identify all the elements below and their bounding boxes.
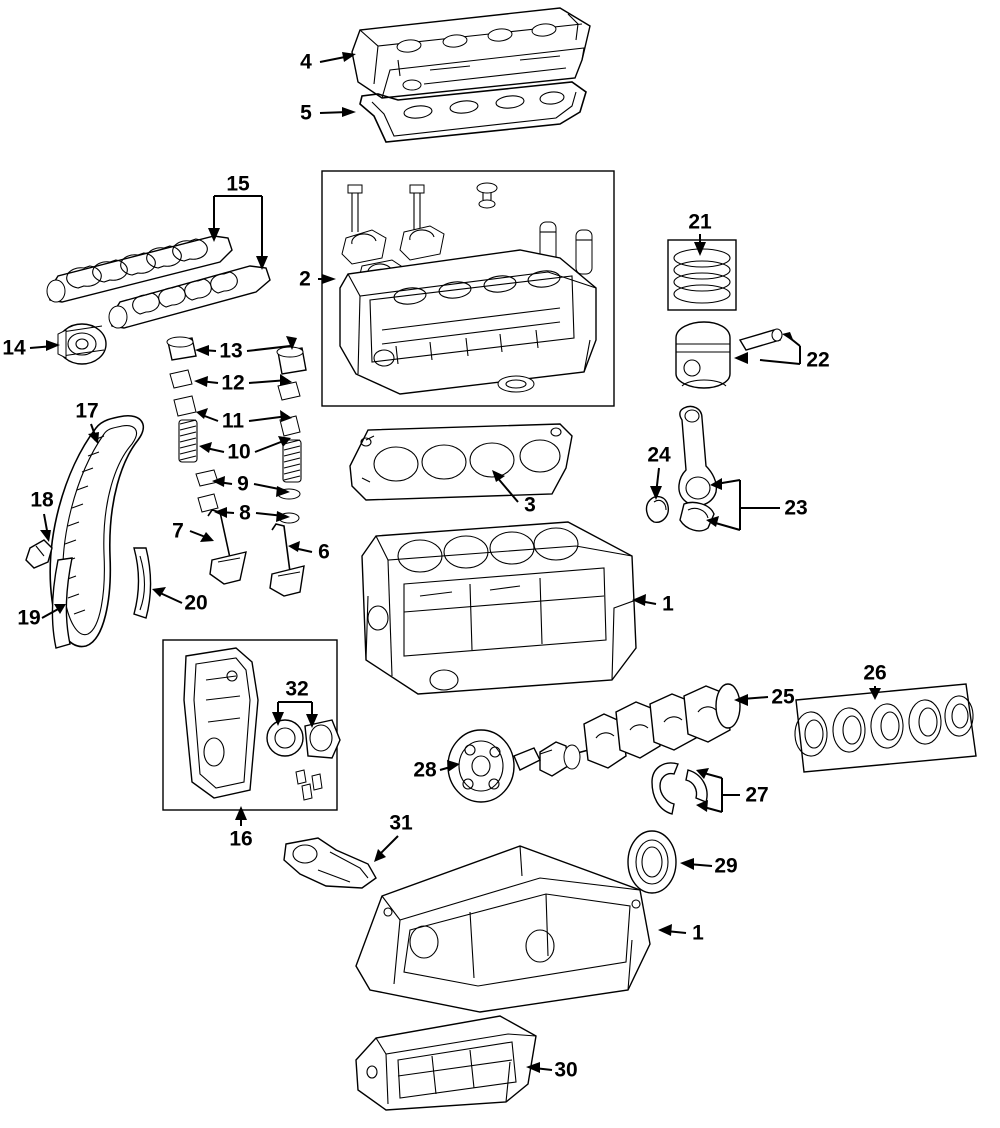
callout-10[interactable]: 10 bbox=[227, 440, 251, 464]
part-main-bearings bbox=[795, 684, 976, 772]
callout-19[interactable]: 19 bbox=[17, 606, 41, 630]
callout-5[interactable]: 5 bbox=[300, 101, 312, 125]
part-rear-main-seal bbox=[628, 831, 676, 893]
callout-18[interactable]: 18 bbox=[30, 488, 54, 512]
part-timing-chain-cover bbox=[163, 640, 340, 810]
part-head-gasket bbox=[350, 424, 572, 500]
callout-14[interactable]: 14 bbox=[2, 336, 26, 360]
callout-7[interactable]: 7 bbox=[172, 519, 184, 543]
callout-17[interactable]: 17 bbox=[75, 399, 99, 423]
part-piston-pin bbox=[740, 329, 782, 350]
callout-30[interactable]: 30 bbox=[554, 1058, 578, 1082]
callout-25[interactable]: 25 bbox=[771, 685, 795, 709]
callout-26[interactable]: 26 bbox=[863, 661, 887, 685]
callout-1-block[interactable]: 1 bbox=[662, 592, 674, 616]
part-cylinder-head-assembly bbox=[322, 171, 614, 406]
callout-31[interactable]: 31 bbox=[389, 811, 413, 835]
part-oil-pan bbox=[356, 1016, 536, 1110]
callout-24[interactable]: 24 bbox=[647, 443, 671, 467]
part-camshafts bbox=[47, 236, 270, 328]
callout-6[interactable]: 6 bbox=[318, 540, 330, 564]
callout-2[interactable]: 2 bbox=[299, 267, 311, 291]
callout-27[interactable]: 27 bbox=[745, 783, 769, 807]
callout-16[interactable]: 16 bbox=[229, 827, 253, 851]
callout-8[interactable]: 8 bbox=[239, 501, 251, 525]
callout-3[interactable]: 3 bbox=[524, 493, 536, 517]
part-connecting-rod bbox=[647, 406, 717, 530]
callout-11[interactable]: 11 bbox=[221, 409, 245, 433]
part-lower-crankcase bbox=[356, 846, 650, 1012]
part-chain-guides bbox=[26, 540, 151, 648]
callout-29[interactable]: 29 bbox=[714, 854, 738, 878]
callout-21[interactable]: 21 bbox=[688, 210, 712, 234]
part-camshaft-sprocket bbox=[58, 324, 106, 364]
part-oil-pickup-tube bbox=[284, 838, 376, 888]
callout-28[interactable]: 28 bbox=[413, 758, 437, 782]
callout-12[interactable]: 12 bbox=[221, 371, 245, 395]
callout-15[interactable]: 15 bbox=[226, 172, 250, 196]
part-crankshaft-pulley bbox=[448, 730, 552, 802]
part-crankshaft bbox=[540, 684, 740, 776]
callout-4[interactable]: 4 bbox=[300, 50, 312, 74]
part-cylinder-block bbox=[362, 522, 636, 694]
part-piston bbox=[676, 322, 782, 388]
callout-22[interactable]: 22 bbox=[806, 348, 830, 372]
callout-20[interactable]: 20 bbox=[184, 591, 208, 615]
callout-32[interactable]: 32 bbox=[285, 677, 309, 701]
callout-1-crankcase[interactable]: 1 bbox=[692, 921, 704, 945]
callout-13[interactable]: 13 bbox=[219, 339, 243, 363]
callout-23[interactable]: 23 bbox=[784, 496, 808, 520]
callout-9[interactable]: 9 bbox=[237, 472, 249, 496]
